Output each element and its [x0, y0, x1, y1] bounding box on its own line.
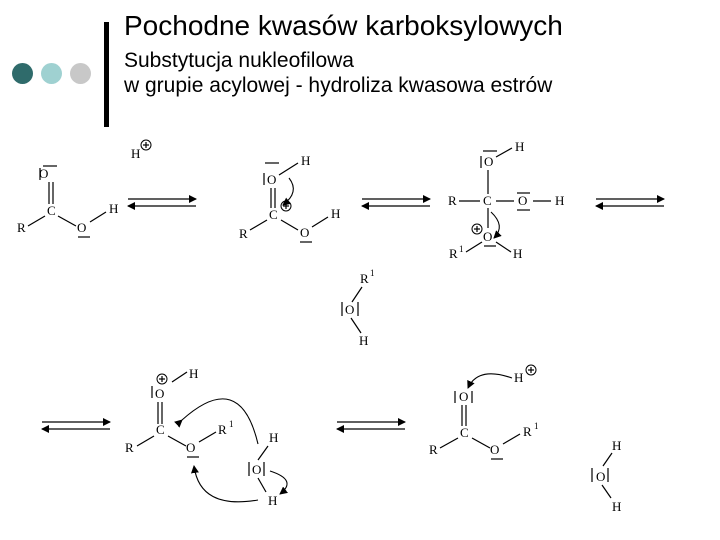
bond — [258, 446, 268, 460]
atom-label: H — [612, 499, 622, 514]
atom-label: H — [359, 333, 369, 348]
atom-superscript: 1 — [459, 244, 464, 254]
atom-label: H — [269, 430, 279, 445]
atom-label: H — [612, 438, 622, 453]
atom-label: C — [269, 207, 278, 222]
bond — [496, 148, 512, 157]
ester-structure — [429, 365, 539, 459]
slide-title: Pochodne kwasów karboksylowych — [124, 10, 563, 41]
equilibrium-arrow — [362, 199, 430, 206]
atom-label: R — [125, 440, 134, 455]
tetrahedral-intermediate — [448, 139, 564, 261]
protonated-ester-with-alcohol — [125, 366, 287, 508]
equilibrium-arrow — [337, 422, 405, 429]
bond — [503, 434, 520, 444]
atom-label: R — [360, 271, 369, 286]
bond — [351, 318, 361, 333]
bond — [172, 372, 187, 382]
atom-label: O — [459, 389, 469, 404]
atom-label: O — [186, 440, 196, 455]
bond — [168, 436, 186, 446]
atom-label: O — [155, 386, 165, 401]
bond — [90, 212, 106, 222]
proton — [131, 140, 151, 161]
atom-label: O — [345, 302, 355, 317]
bond — [440, 438, 458, 448]
water-structure — [592, 438, 621, 514]
atom-label: C — [47, 203, 56, 218]
atom-label: R — [429, 442, 438, 457]
bond — [258, 478, 266, 492]
atom-label: O — [518, 193, 528, 208]
atom-label: R — [218, 422, 227, 437]
atom-label: O — [483, 229, 493, 244]
atom-label: H — [515, 139, 525, 154]
atom-label: O — [490, 442, 500, 457]
atom-label: O — [267, 172, 277, 187]
slide-subtitle-line2: w grupie acylowej - hydroliza kwasowa estrów — [124, 74, 553, 97]
atom-label: H — [189, 366, 199, 381]
atom-label: H — [268, 493, 278, 508]
atom-label: R — [448, 193, 457, 208]
atom-label: H — [331, 206, 341, 221]
atom-label: C — [460, 425, 469, 440]
alcohol-structure — [342, 268, 375, 348]
atom-label: H — [109, 201, 119, 216]
electron-arrow — [270, 471, 287, 494]
bond — [199, 432, 216, 442]
atom-label: R — [17, 220, 26, 235]
bond — [137, 436, 154, 446]
atom-label: O — [252, 462, 262, 477]
atom-label: O — [484, 154, 494, 169]
atom-label: O — [300, 225, 310, 240]
electron-arrow — [468, 374, 512, 388]
atom-label: H — [513, 246, 523, 261]
atom-label: O — [39, 166, 49, 181]
bond — [312, 217, 328, 227]
equilibrium-arrow — [596, 199, 664, 206]
bond — [602, 485, 611, 498]
atom-label: O — [77, 220, 87, 235]
atom-label: C — [156, 422, 165, 437]
atom-superscript: 1 — [534, 421, 539, 431]
equilibrium-arrow — [128, 199, 196, 206]
atom-label: H — [555, 193, 565, 208]
atom-label: R — [239, 226, 248, 241]
atom-label: R — [449, 246, 458, 261]
bond — [603, 453, 612, 466]
atom-superscript: 1 — [229, 419, 234, 429]
bond — [472, 438, 490, 448]
atom-label: R — [523, 424, 532, 439]
bond — [279, 163, 298, 175]
slide-subtitle-line1: Substytucja nukleofilowa — [124, 49, 354, 72]
bond — [352, 287, 362, 302]
atom-label: H — [131, 146, 141, 161]
bond — [466, 242, 482, 252]
atom-label: H — [301, 153, 311, 168]
atom-label: C — [483, 193, 492, 208]
bond — [496, 242, 511, 252]
protonated-ester-structure — [239, 153, 340, 242]
bond — [250, 220, 267, 230]
atom-label: H — [514, 370, 524, 385]
atom-label: O — [596, 469, 606, 484]
atom-superscript: 1 — [370, 268, 375, 278]
bond — [58, 216, 76, 226]
bond — [28, 216, 45, 226]
bond — [281, 220, 298, 230]
ester-structure — [17, 166, 118, 237]
equilibrium-arrow — [42, 422, 110, 429]
